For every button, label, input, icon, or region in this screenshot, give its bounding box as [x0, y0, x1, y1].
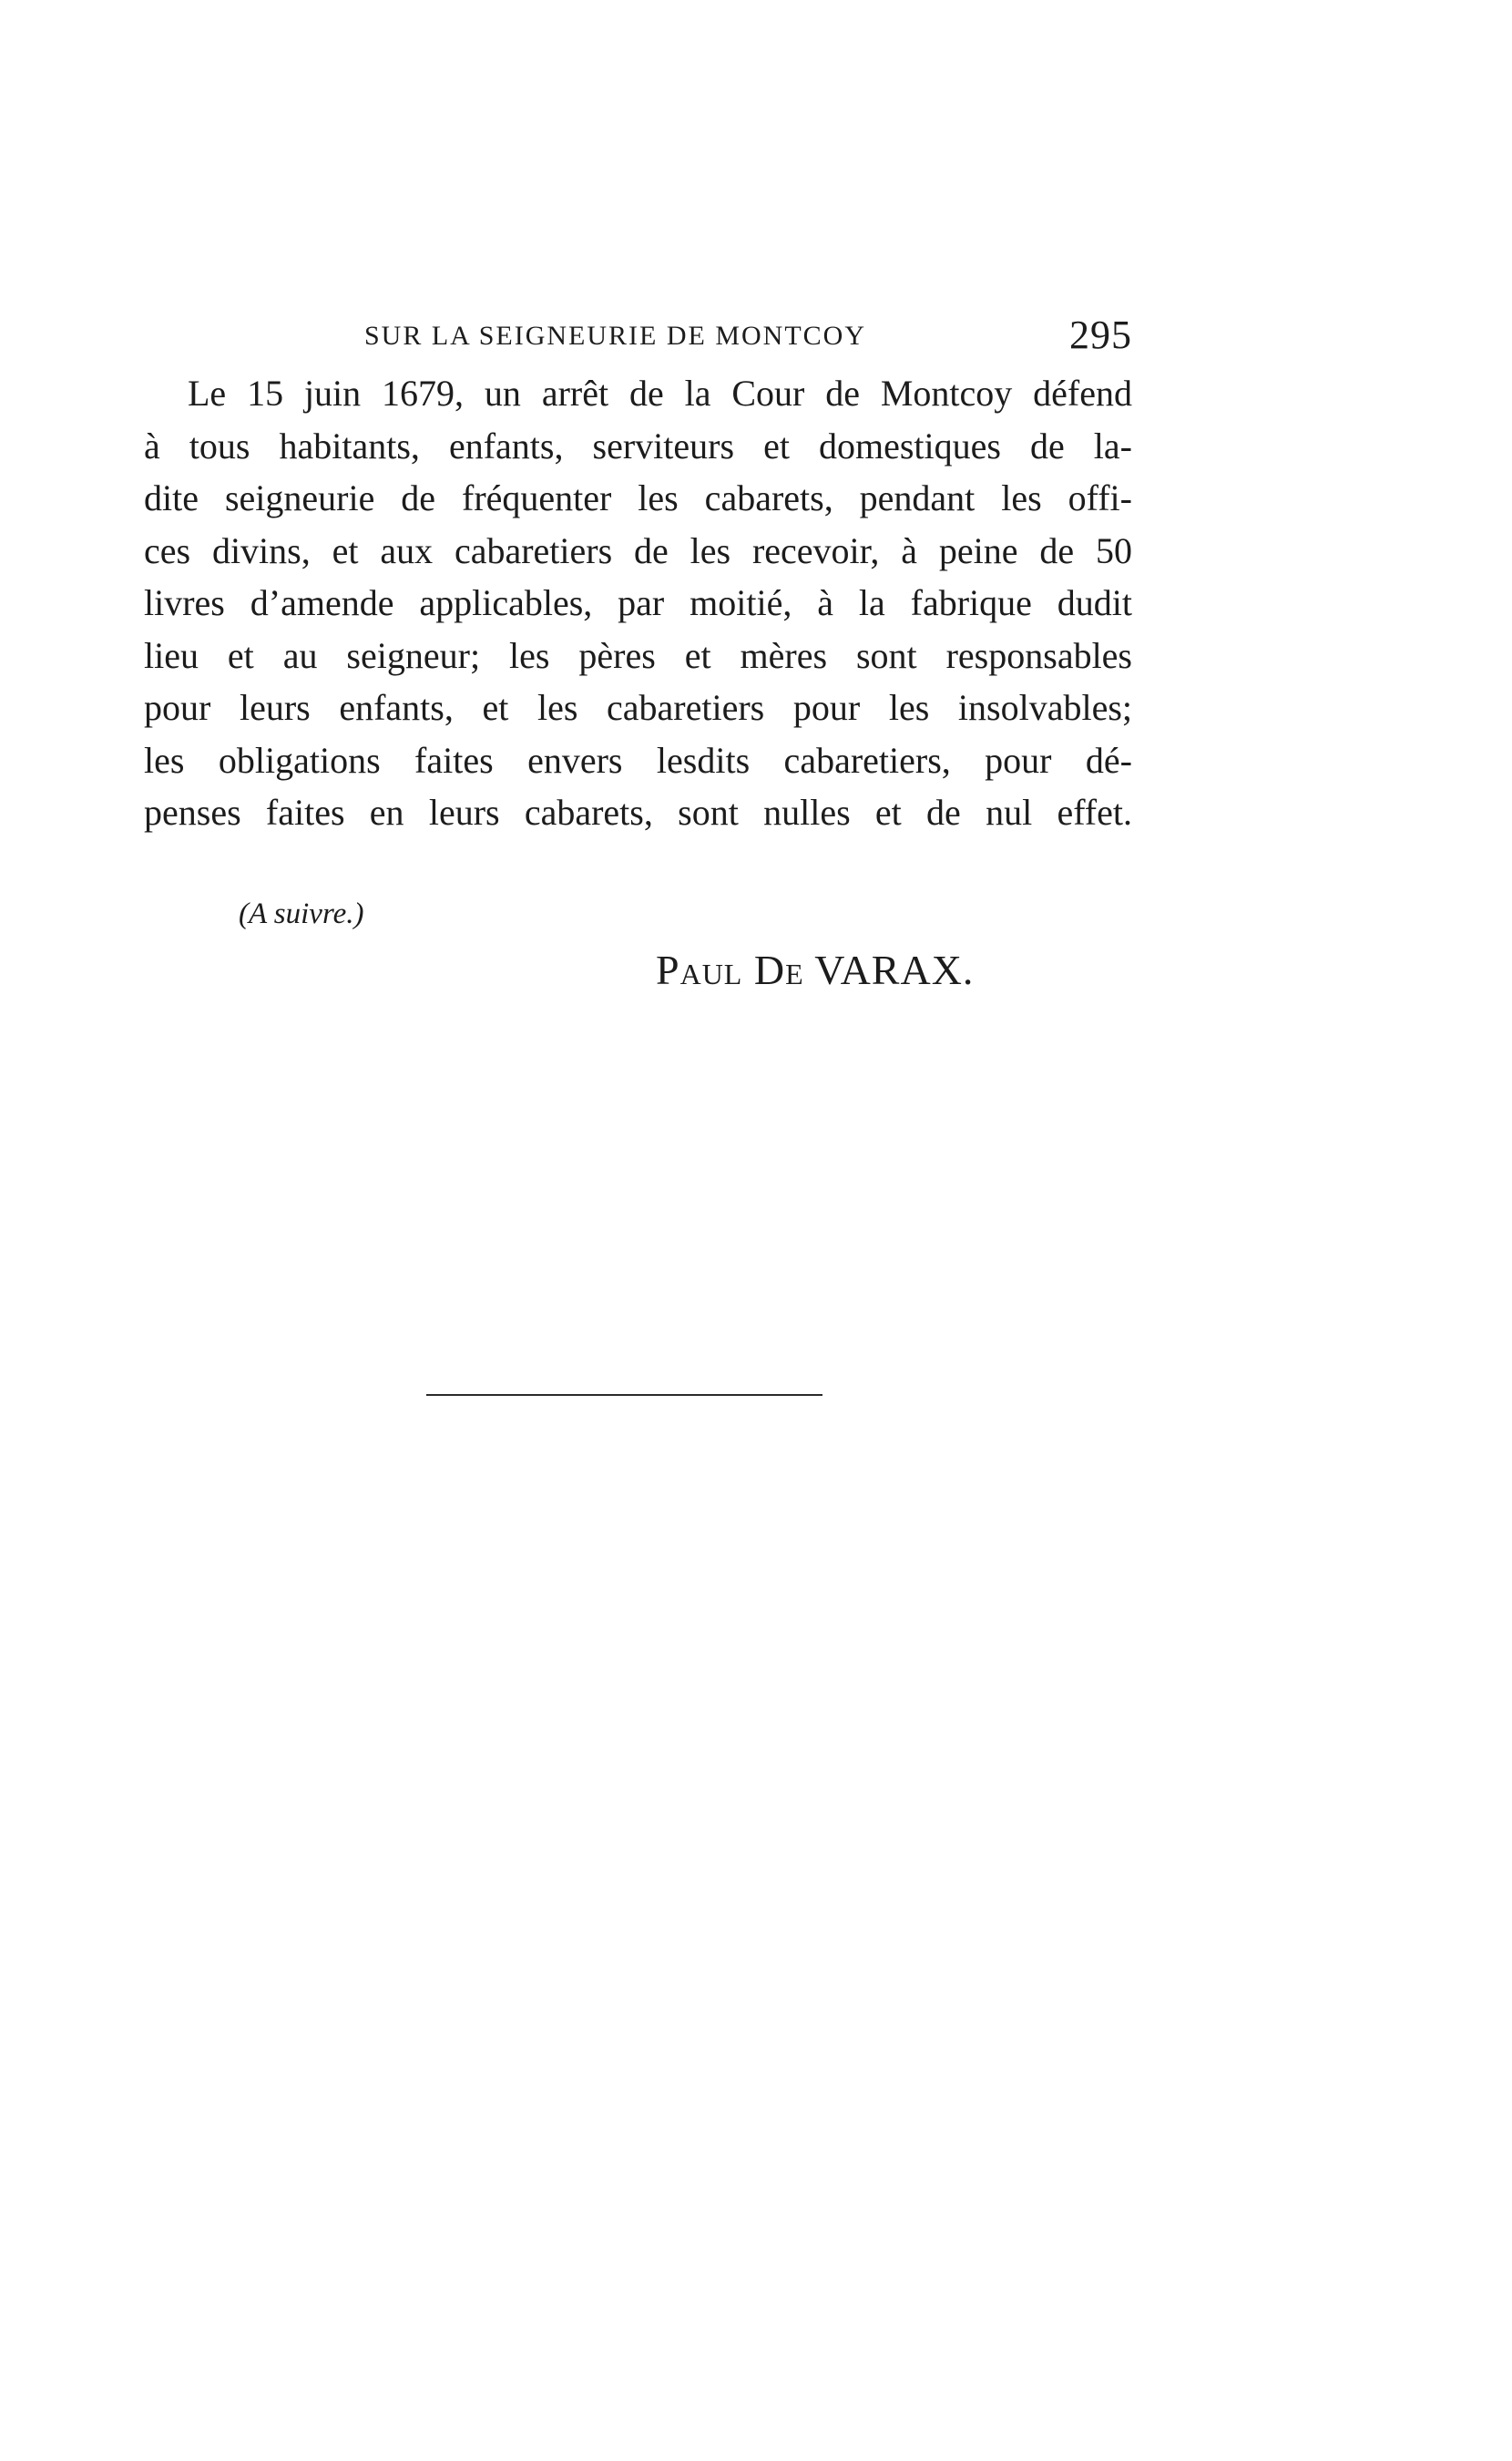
running-head	[144, 312, 1132, 366]
text-line: livres d’amende applicables, par moitié, à la fabrique dudit	[144, 582, 1132, 623]
page-number: 295	[1069, 313, 1132, 357]
end-rule-divider	[426, 1394, 822, 1396]
to-be-continued-note: (A suivre.)	[239, 897, 364, 930]
text-line: penses faites en leurs cabarets, sont nulles et de nul effet.	[144, 792, 1132, 833]
author-signature: Paul De VARAX.	[656, 947, 975, 993]
text-line: Le 15 juin 1679, un arrêt de la Cour de Montcoy défend	[188, 373, 1132, 414]
running-title: SUR LA SEIGNEURIE DE MONTCOY	[364, 321, 866, 351]
text-line: à tous habitants, enfants, serviteurs et domestiques de la-	[144, 425, 1132, 467]
text-line: lieu et au seigneur; les pères et mères sont responsables	[144, 634, 1132, 676]
text-line: les obligations faites envers lesdits cabaretiers, pour dé-	[144, 739, 1132, 781]
text-line: pour leurs enfants, et les cabaretiers pour les insolvables;	[144, 687, 1132, 728]
text-line: dite seigneurie de fréquenter les cabarets, pendant les offi-	[144, 477, 1132, 518]
text-line: ces divins, et aux cabaretiers de les recevoir, à peine de 50	[144, 529, 1132, 571]
body-paragraph	[144, 367, 1132, 839]
